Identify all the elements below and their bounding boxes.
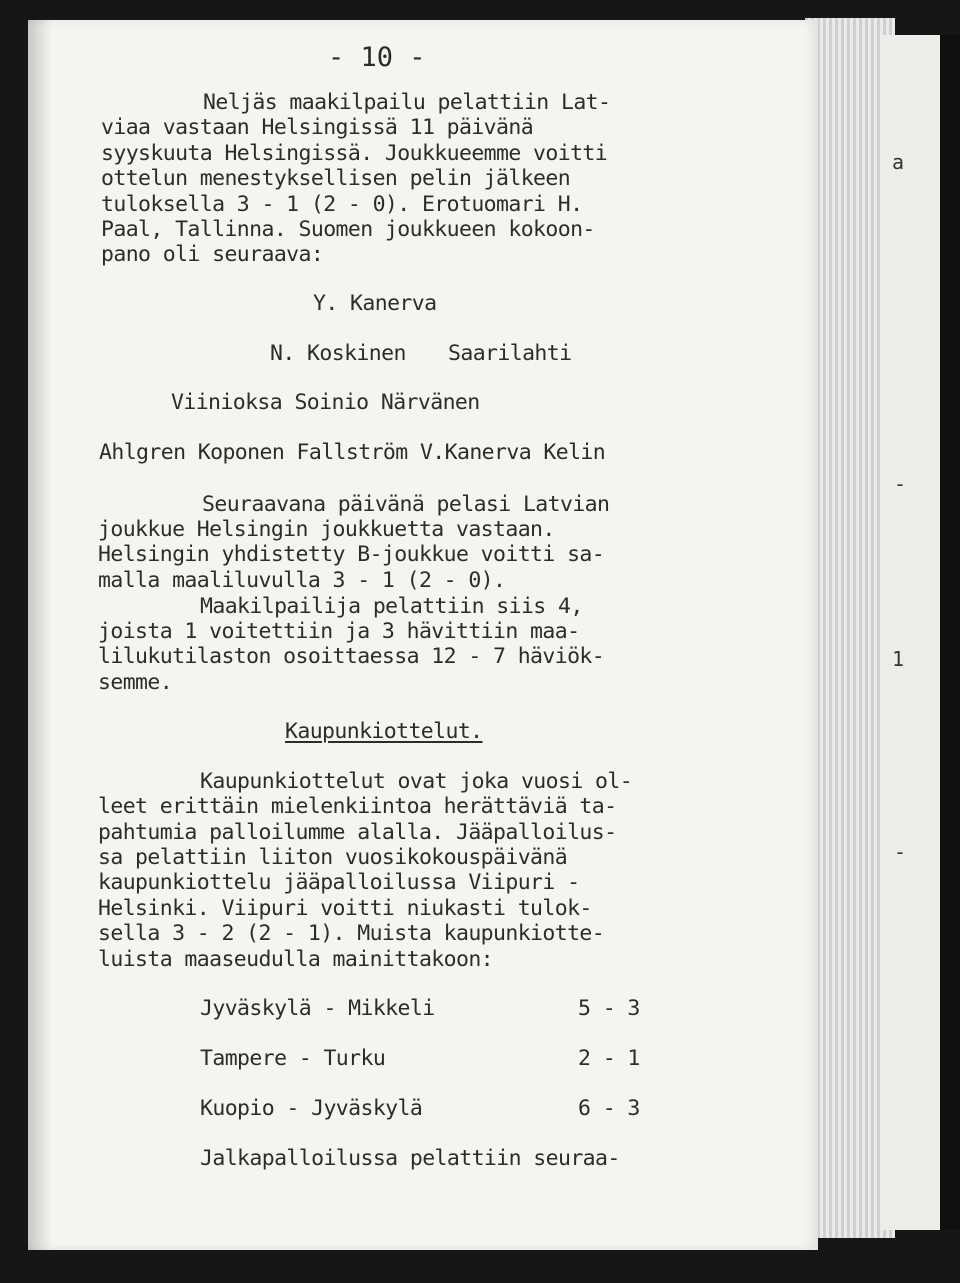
section-heading: Kaupunkiottelut. xyxy=(285,719,483,744)
lineup-goalkeeper: Y. Kanerva xyxy=(313,291,437,316)
next-page-edge xyxy=(880,35,942,1230)
closing-line: Jalkapalloilussa pelattiin seuraa- xyxy=(200,1146,620,1171)
text-line: Neljäs maakilpailu pelattiin Lat- xyxy=(203,90,611,115)
lineup-halfbacks: Viinioksa Soinio Närvänen xyxy=(171,390,480,415)
text-line: Kaupunkiottelut ovat joka vuosi ol- xyxy=(200,769,633,794)
text-line: lilukutilaston osoittaessa 12 - 7 häviök- xyxy=(98,644,605,669)
text-line: malla maaliluvulla 3 - 1 (2 - 0). xyxy=(98,568,506,593)
text-line: Helsingin yhdistetty B-joukkue voitti sa- xyxy=(98,542,605,567)
text-line: leet erittäin mielenkiintoa herättäviä ta- xyxy=(98,794,617,819)
next-page-fragment: 1 xyxy=(892,647,905,671)
lineup-back-left: N. Koskinen xyxy=(270,341,406,366)
text-line: semme. xyxy=(98,670,173,695)
text-line: Seuraavana päivänä pelasi Latvian xyxy=(202,492,610,517)
text-line: pano oli seuraava: xyxy=(101,242,324,267)
result-score: 5 - 3 xyxy=(578,996,640,1021)
lineup-forwards: Ahlgren Koponen Fallström V.Kanerva Kelin xyxy=(99,440,606,465)
result-match: Kuopio - Jyväskylä xyxy=(200,1096,423,1121)
text-line: joukkue Helsingin joukkuetta vastaan. xyxy=(98,517,555,542)
next-page-fragment: - xyxy=(894,472,907,496)
text-line: syyskuuta Helsingissä. Joukkueemme voitti xyxy=(101,141,608,166)
text-line: Paal, Tallinna. Suomen joukkueen kokoon- xyxy=(101,217,595,242)
text-line: joista 1 voitettiin ja 3 hävittiin maa- xyxy=(98,619,580,644)
text-line: sella 3 - 2 (2 - 1). Muista kaupunkiotte- xyxy=(98,921,605,946)
result-match: Tampere - Turku xyxy=(200,1046,386,1071)
text-line: kaupunkiottelu jääpalloilussa Viipuri - xyxy=(98,870,580,895)
lineup-back-right: Saarilahti xyxy=(448,341,572,366)
spine-shadow xyxy=(28,20,52,1250)
book-shadow xyxy=(940,35,960,1230)
text-line: Helsinki. Viipuri voitti niukasti tulok- xyxy=(98,896,592,921)
text-line: pahtumia palloilumme alalla. Jääpalloilus- xyxy=(98,820,617,845)
next-page-fragment: a xyxy=(892,150,905,174)
text-line: viaa vastaan Helsingissä 11 päivänä xyxy=(101,115,534,140)
result-score: 6 - 3 xyxy=(578,1096,640,1121)
text-line: ottelun menestyksellisen pelin jälkeen xyxy=(101,166,571,191)
text-line: tuloksella 3 - 1 (2 - 0). Erotuomari H. xyxy=(101,192,583,217)
text-line: Maakilpailija pelattiin siis 4, xyxy=(200,594,583,619)
next-page-fragment: - xyxy=(894,840,907,864)
text-line: sa pelattiin liiton vuosikokouspäivänä xyxy=(98,845,568,870)
text-line: luista maaseudulla mainittakoon: xyxy=(98,947,494,972)
result-score: 2 - 1 xyxy=(578,1046,640,1071)
result-match: Jyväskylä - Mikkeli xyxy=(200,996,435,1021)
page-number: - 10 - xyxy=(328,42,426,73)
document-page xyxy=(28,20,818,1250)
